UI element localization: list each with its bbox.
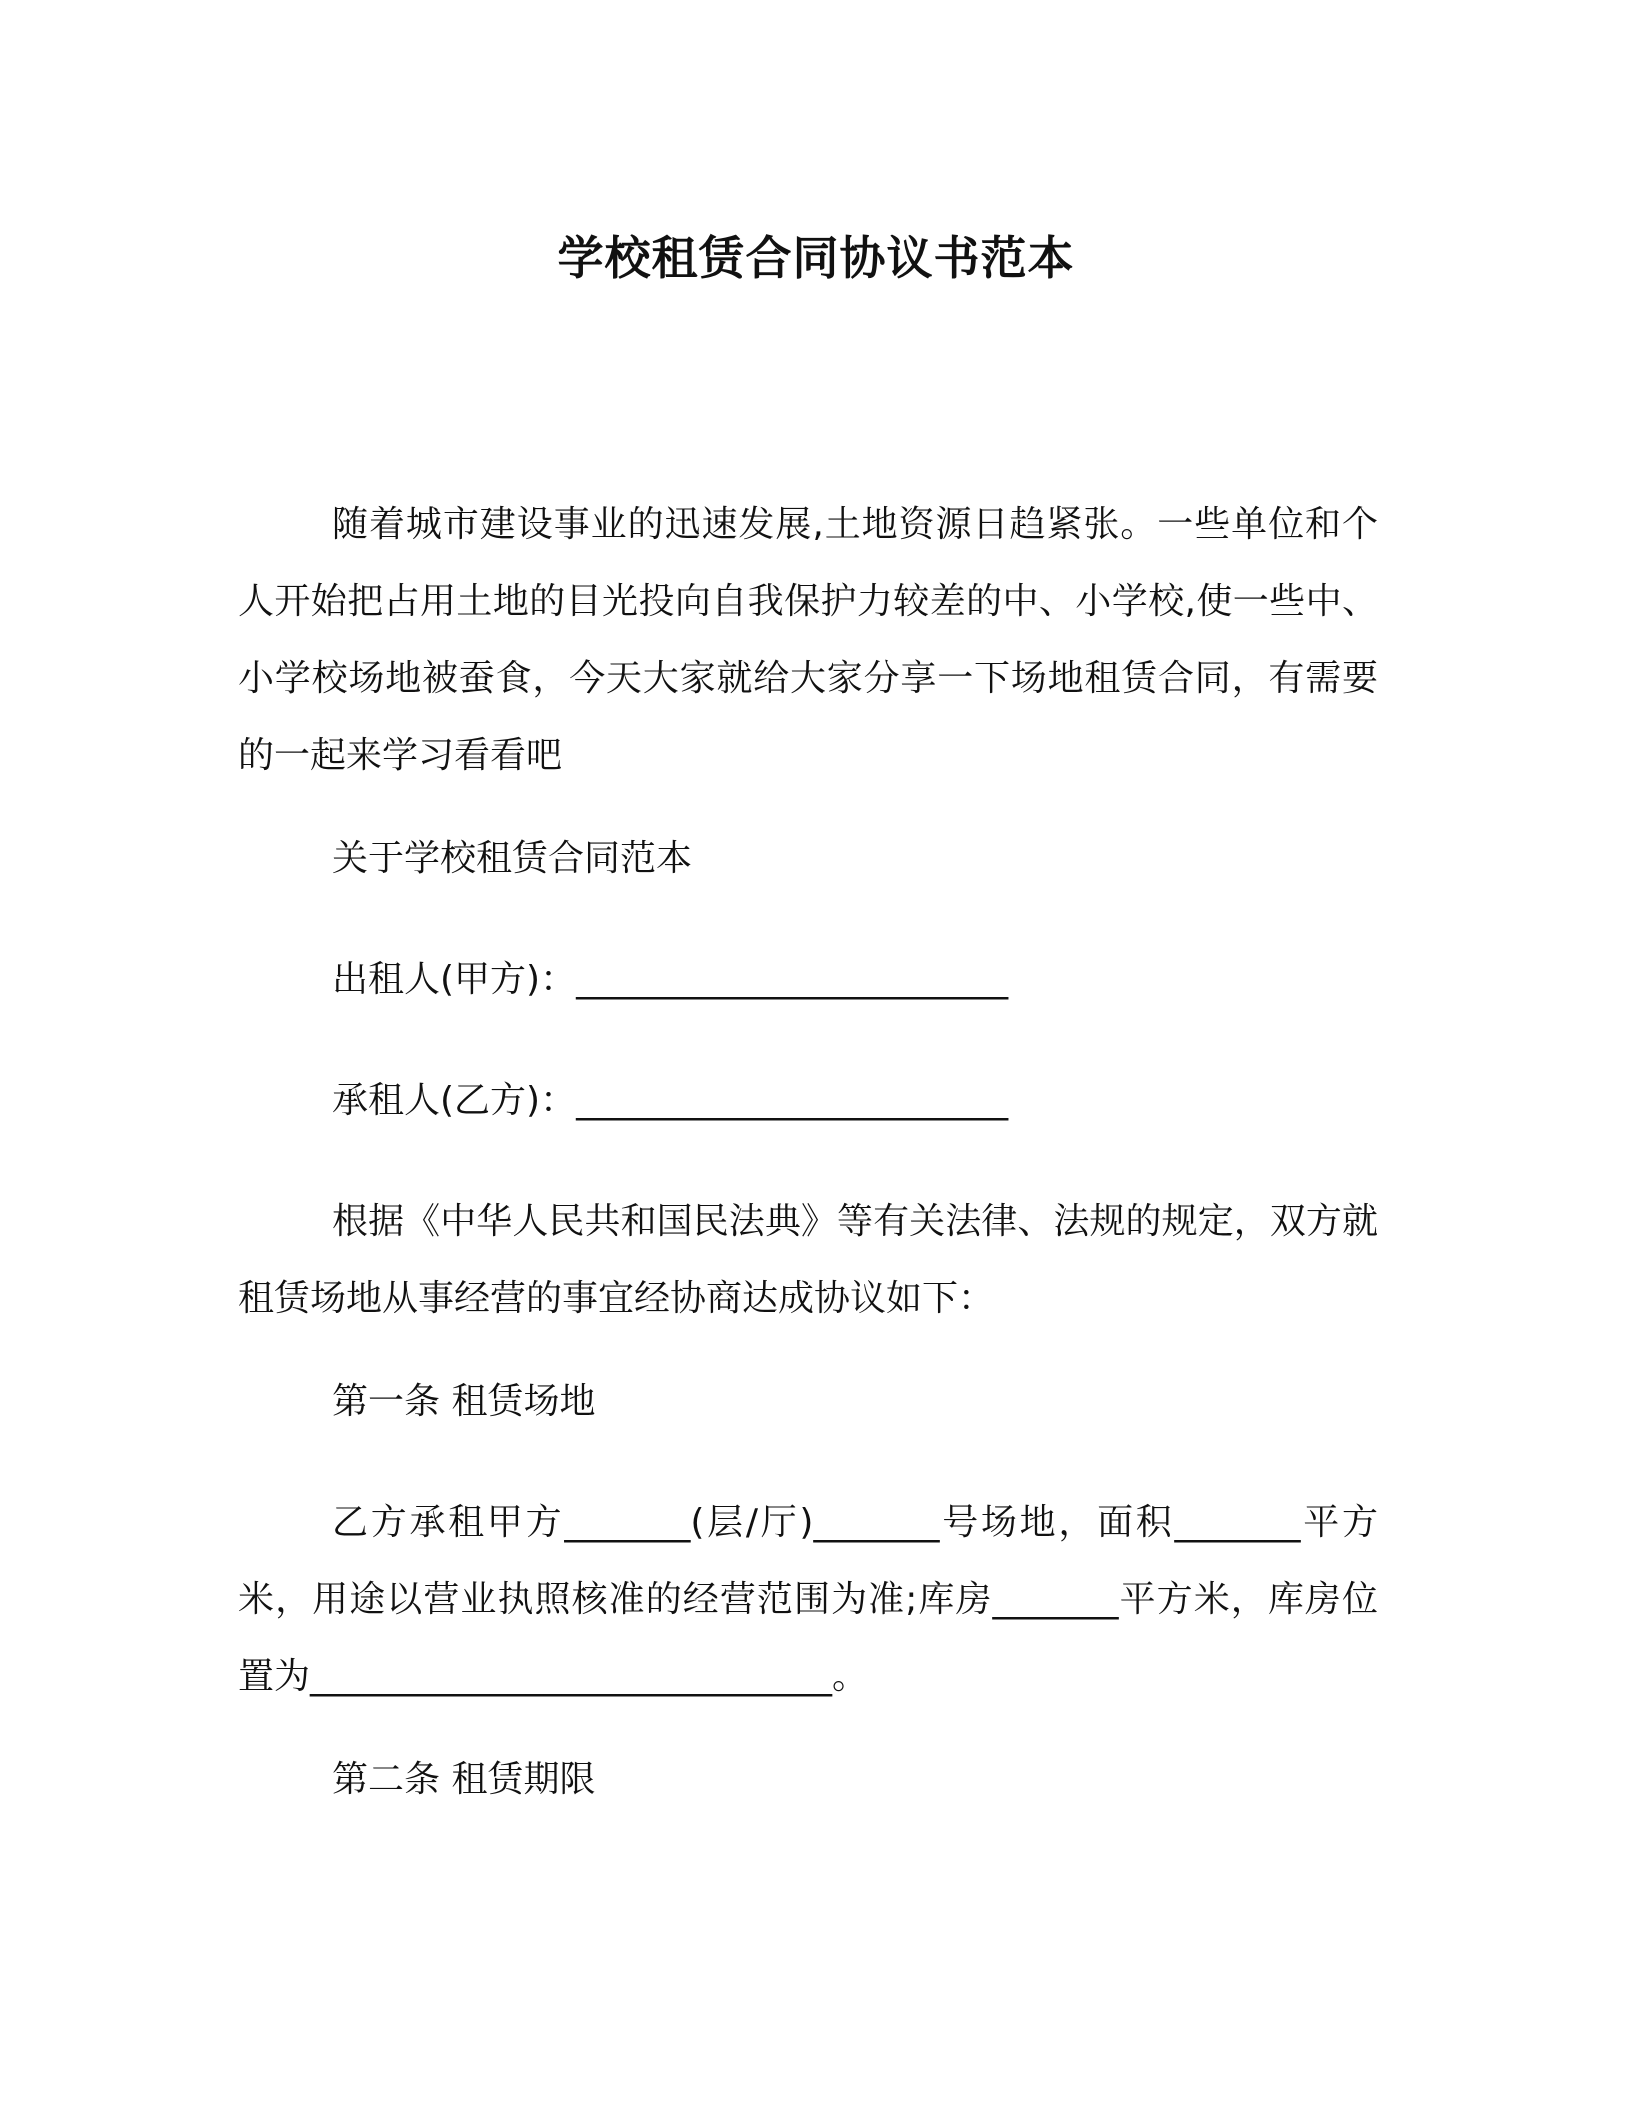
article-1-heading: 第一条 租赁场地 (332, 1381, 596, 1422)
article-2-heading: 第二条 租赁期限 (332, 1759, 596, 1800)
document-title: 学校租赁合同协议书范本 (557, 231, 1075, 285)
document-body (238, 486, 1378, 1844)
section-heading-about: 关于学校租赁合同范本 (332, 838, 693, 879)
article-1-paragraph: 乙方承租甲方_______(层/厅)_______号场地，面积_______平方米，用途以营业执照核准的经营范围为准;库房_______平方米，库房位置为_____________________________。 (238, 1502, 1378, 1697)
legal-basis-paragraph: 根据《中华人民共和国民法典》等有关法律、法规的规定，双方就租赁场地从事经营的事宜经协商达成协议如下： (238, 1201, 1378, 1319)
intro-paragraph: 随着城市建设事业的迅速发展,土地资源日趋紧张。一些单位和个人开始把占用土地的目光投向自我保护力较差的中、小学校,使一些中、小学校场地被蚕食，今天大家就给大家分享一下场地租赁合同，有需要的一起来学习看看吧 (238, 504, 1378, 776)
lessee-field: 承租人(乙方)：________________________ (332, 1080, 1009, 1121)
lessor-field: 出租人(甲方)：________________________ (332, 959, 1009, 1000)
